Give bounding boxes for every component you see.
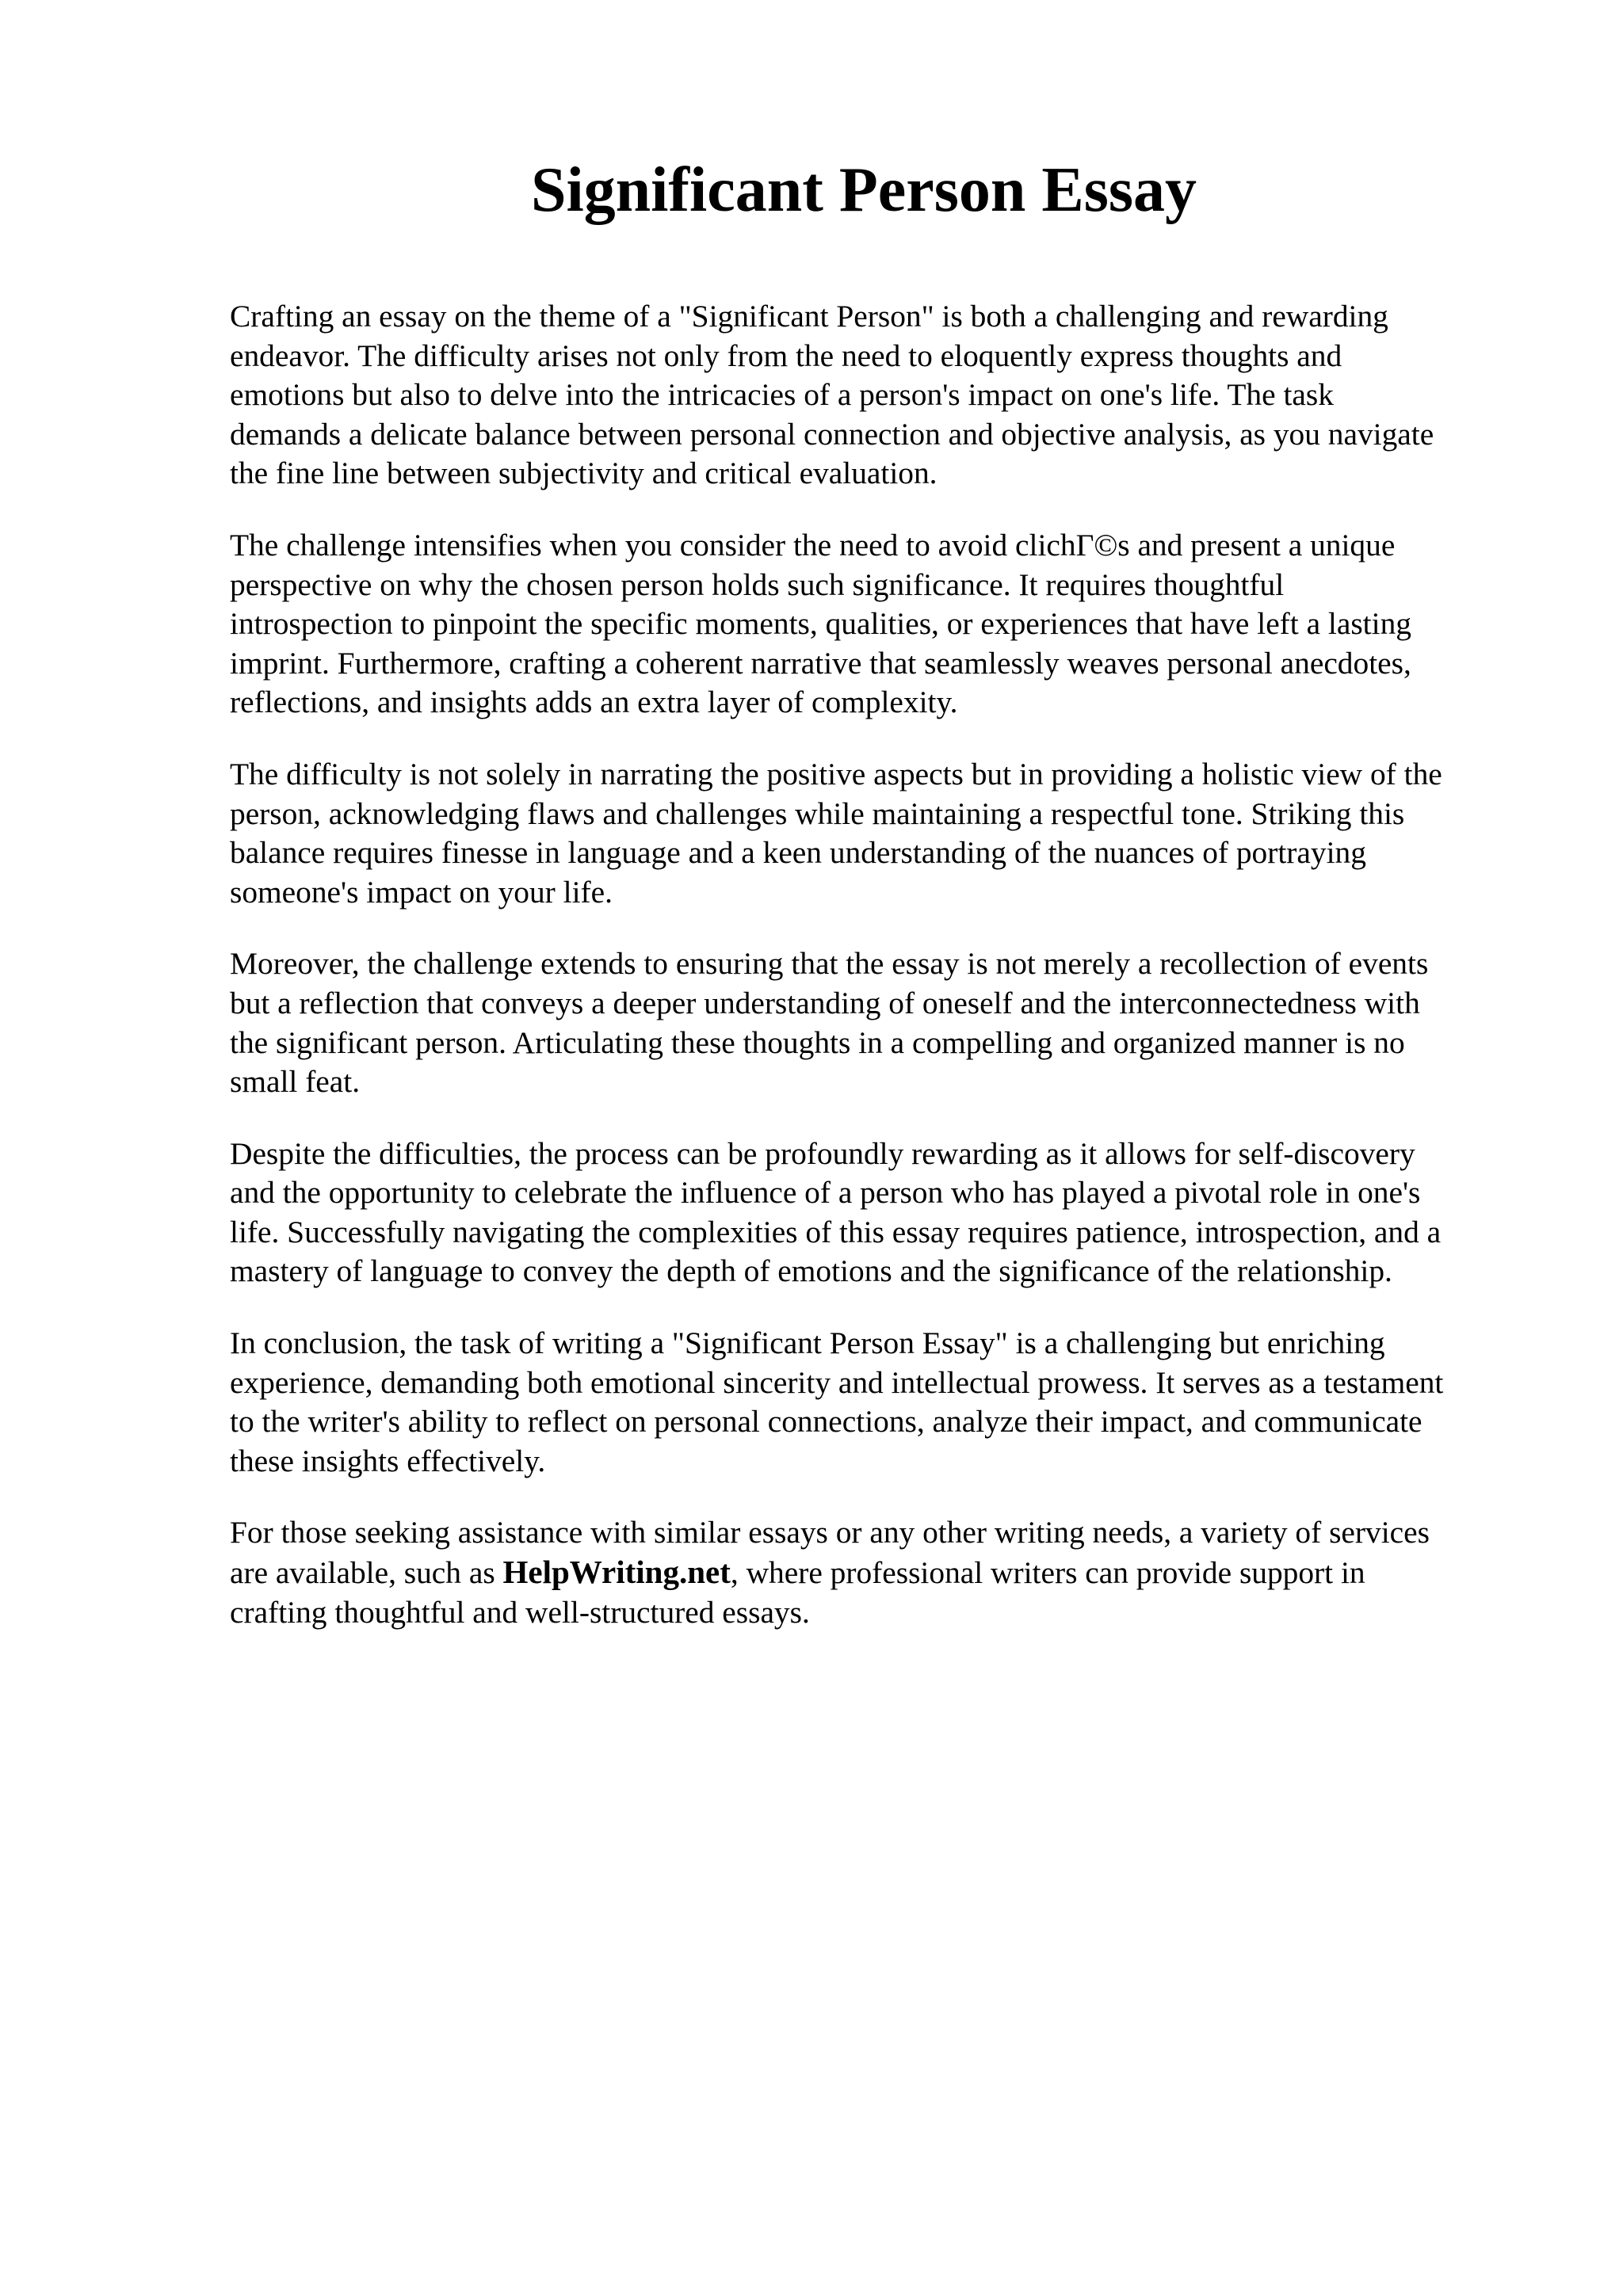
text-line: these insights effectively. bbox=[230, 1443, 546, 1478]
text-fragment: , where professional writers can provide support in bbox=[730, 1555, 1365, 1591]
text-line: small feat. bbox=[230, 1064, 361, 1100]
text-line: The challenge intensifies when you consider the need to avoid clichГ©s and present a unique bbox=[230, 527, 1396, 563]
helpwriting-link[interactable]: HelpWriting.net bbox=[502, 1554, 731, 1591]
text-line: demands a delicate balance between personal connection and objective analysis, as you navigate bbox=[230, 416, 1434, 452]
text-line: the significant person. Articulating these thoughts in a compelling and organized manner is no bbox=[230, 1024, 1405, 1060]
text-line: endeavor. The difficulty arises not only from the need to eloquently express thoughts and bbox=[230, 338, 1342, 373]
text-line: Crafting an essay on the theme of a "Significant Person" is both a challenging and rewarding bbox=[230, 299, 1388, 334]
paragraph-3 bbox=[230, 755, 1529, 912]
text-line: reflections, and insights adds an extra layer of complexity. bbox=[230, 685, 958, 720]
paragraph-1 bbox=[230, 297, 1529, 494]
text-line: but a reflection that conveys a deeper understanding of oneself and the interconnectedness with bbox=[230, 985, 1420, 1020]
paragraph-5 bbox=[230, 1135, 1529, 1291]
text-line: Despite the difficulties, the process can be profoundly rewarding as it allows for self-discovery bbox=[230, 1135, 1415, 1171]
text-line: imprint. Furthermore, crafting a coherent narrative that seamlessly weaves personal anecdotes, bbox=[230, 645, 1411, 681]
text-line: crafting thoughtful and well-structured essays. bbox=[230, 1594, 810, 1630]
text-line: experience, demanding both emotional sincerity and intellectual prowess. It serves as a testament bbox=[230, 1364, 1444, 1400]
text-line: The difficulty is not solely in narrating the positive aspects but in providing a holistic view of the bbox=[230, 756, 1442, 791]
text-fragment: are available, such as bbox=[230, 1555, 503, 1591]
paragraph-6 bbox=[230, 1324, 1529, 1481]
text-line: introspection to pinpoint the specific moments, qualities, or experiences that have left a lasting bbox=[230, 606, 1411, 642]
text-line: perspective on why the chosen person holds such significance. It requires thoughtful bbox=[230, 566, 1285, 602]
text-line: Moreover, the challenge extends to ensuring that the essay is not merely a recollection of events bbox=[230, 946, 1429, 982]
paragraph-2 bbox=[230, 526, 1529, 723]
text-line: the fine line between subjectivity and critical evaluation. bbox=[230, 456, 938, 491]
text-line: and the opportunity to celebrate the influence of a person who has played a pivotal role in one's bbox=[230, 1175, 1421, 1211]
text-line: balance requires finesse in language and a keen understanding of the nuances of portraying bbox=[230, 835, 1366, 871]
text-line: mastery of language to convey the depth of emotions and the significance of the relationship. bbox=[230, 1253, 1392, 1289]
text-line: In conclusion, the task of writing a "Significant Person Essay" is a challenging but enriching bbox=[230, 1325, 1385, 1361]
text-line: someone's impact on your life. bbox=[230, 874, 613, 910]
paragraph-7 bbox=[230, 1513, 1529, 1632]
text-line: to the writer's ability to reflect on personal connections, analyze their impact, and communicate bbox=[230, 1404, 1423, 1440]
text-line-with-link bbox=[230, 1553, 1529, 1593]
text-line: person, acknowledging flaws and challenges while maintaining a respectful tone. Striking this bbox=[230, 795, 1405, 831]
text-line: For those seeking assistance with similar essays or any other writing needs, a variety of services bbox=[230, 1515, 1430, 1550]
text-line: life. Successfully navigating the complexities of this essay requires patience, introspection, and a bbox=[230, 1214, 1442, 1249]
essay-title: Significant Person Essay bbox=[530, 155, 1197, 225]
essay-body bbox=[230, 297, 1529, 1665]
text-line: emotions but also to delve into the intricacies of a person's impact on one's life. The task bbox=[230, 377, 1334, 413]
paragraph-4 bbox=[230, 944, 1529, 1101]
